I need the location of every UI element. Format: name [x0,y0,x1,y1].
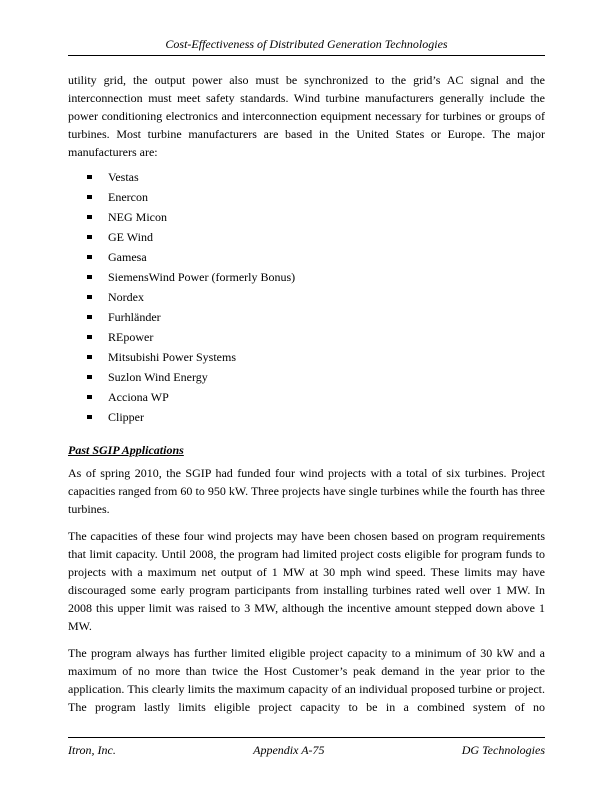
list-item-label: Vestas [108,170,139,184]
list-item-label: GE Wind [108,230,153,244]
list-item [68,168,545,186]
paragraph-capacities: The capacities of these four wind projects may have been chosen based on program requirements that limit capacity. Until 2008, the program had limited project costs eligible for program funds to projects with a maximum net output of 1 MW at 30 mph wind speed. These limits may have discouraged some early program participants from installing turbines rated well over 1 MW. In 2008 this upper limit was raised to 3 MW, although the incentive amount stepped down above 1 MW. [68,529,545,633]
bullet-icon [87,215,92,220]
footer-company: Itron, Inc. [68,743,116,757]
list-item [68,328,545,346]
bullet-icon [87,335,92,340]
list-item-label: Mitsubishi Power Systems [108,350,237,364]
bullet-icon [87,235,92,240]
bullet-icon [87,375,92,380]
footer-page-label: Appendix A-75 [253,743,325,757]
page-content [68,0,545,716]
paragraph-utility-grid: utility grid, the output power also must be synchronized to the grid’s AC signal and the interconnection must meet safety standards. Wind turbine manufacturers generally include the power conditioning electronics and interconnection equipment necessary for turbines or groups of turbines. Most turbine manufacturers are based in the United States or Europe. The major manufacturers are: [68,73,545,159]
list-item [68,308,545,326]
list-item [68,228,545,246]
bullet-icon [87,275,92,280]
list-item-label: Nordex [108,290,144,304]
list-item [68,208,545,226]
list-item-label: SiemensWind Power (formerly Bonus) [108,270,296,284]
page-footer [68,737,545,758]
bullet-icon [87,315,92,320]
bullet-icon [87,415,92,420]
bullet-icon [87,395,92,400]
list-item [68,248,545,266]
list-item [68,188,545,206]
list-item-label: Acciona WP [108,390,169,404]
list-item-label: REpower [108,330,154,344]
list-item [68,288,545,306]
list-item [68,268,545,286]
manufacturer-list [68,168,545,426]
bullet-icon [87,195,92,200]
bullet-icon [87,355,92,360]
paragraph-spring-2010: As of spring 2010, the SGIP had funded four wind projects with a total of six turbines. Project capacities ranged from 60 to 950 kW. Three projects have single turbines while the fourth has three turbines. [68,466,545,516]
list-item-label: Suzlon Wind Energy [108,370,208,384]
list-item-label: NEG Micon [108,210,167,224]
bullet-icon [87,255,92,260]
running-header-title: Cost-Effectiveness of Distributed Generation Technologies [165,37,448,51]
list-item [68,408,545,426]
list-item-label: Furhländer [108,310,161,324]
list-item [68,368,545,386]
list-item [68,388,545,406]
list-item-label: Clipper [108,410,144,424]
section-heading-past-sgip-applications: Past SGIP Applications [68,443,184,457]
bullet-icon [87,295,92,300]
footer-doc-label: DG Technologies [461,743,545,757]
list-item [68,348,545,366]
paragraph-program-limits: The program always has further limited eligible project capacity to a minimum of 30 kW and a maximum of no more than twice the Host Customer’s peak demand in the year prior to the application. This clearly limits the maximum capacity of an individual proposed turbine or project. The program lastly limits eligible project capacity to be in a combined system of no [68,646,545,714]
list-item-label: Gamesa [108,250,147,264]
list-item-label: Enercon [108,190,148,204]
bullet-icon [87,175,92,180]
page-header [68,37,545,56]
